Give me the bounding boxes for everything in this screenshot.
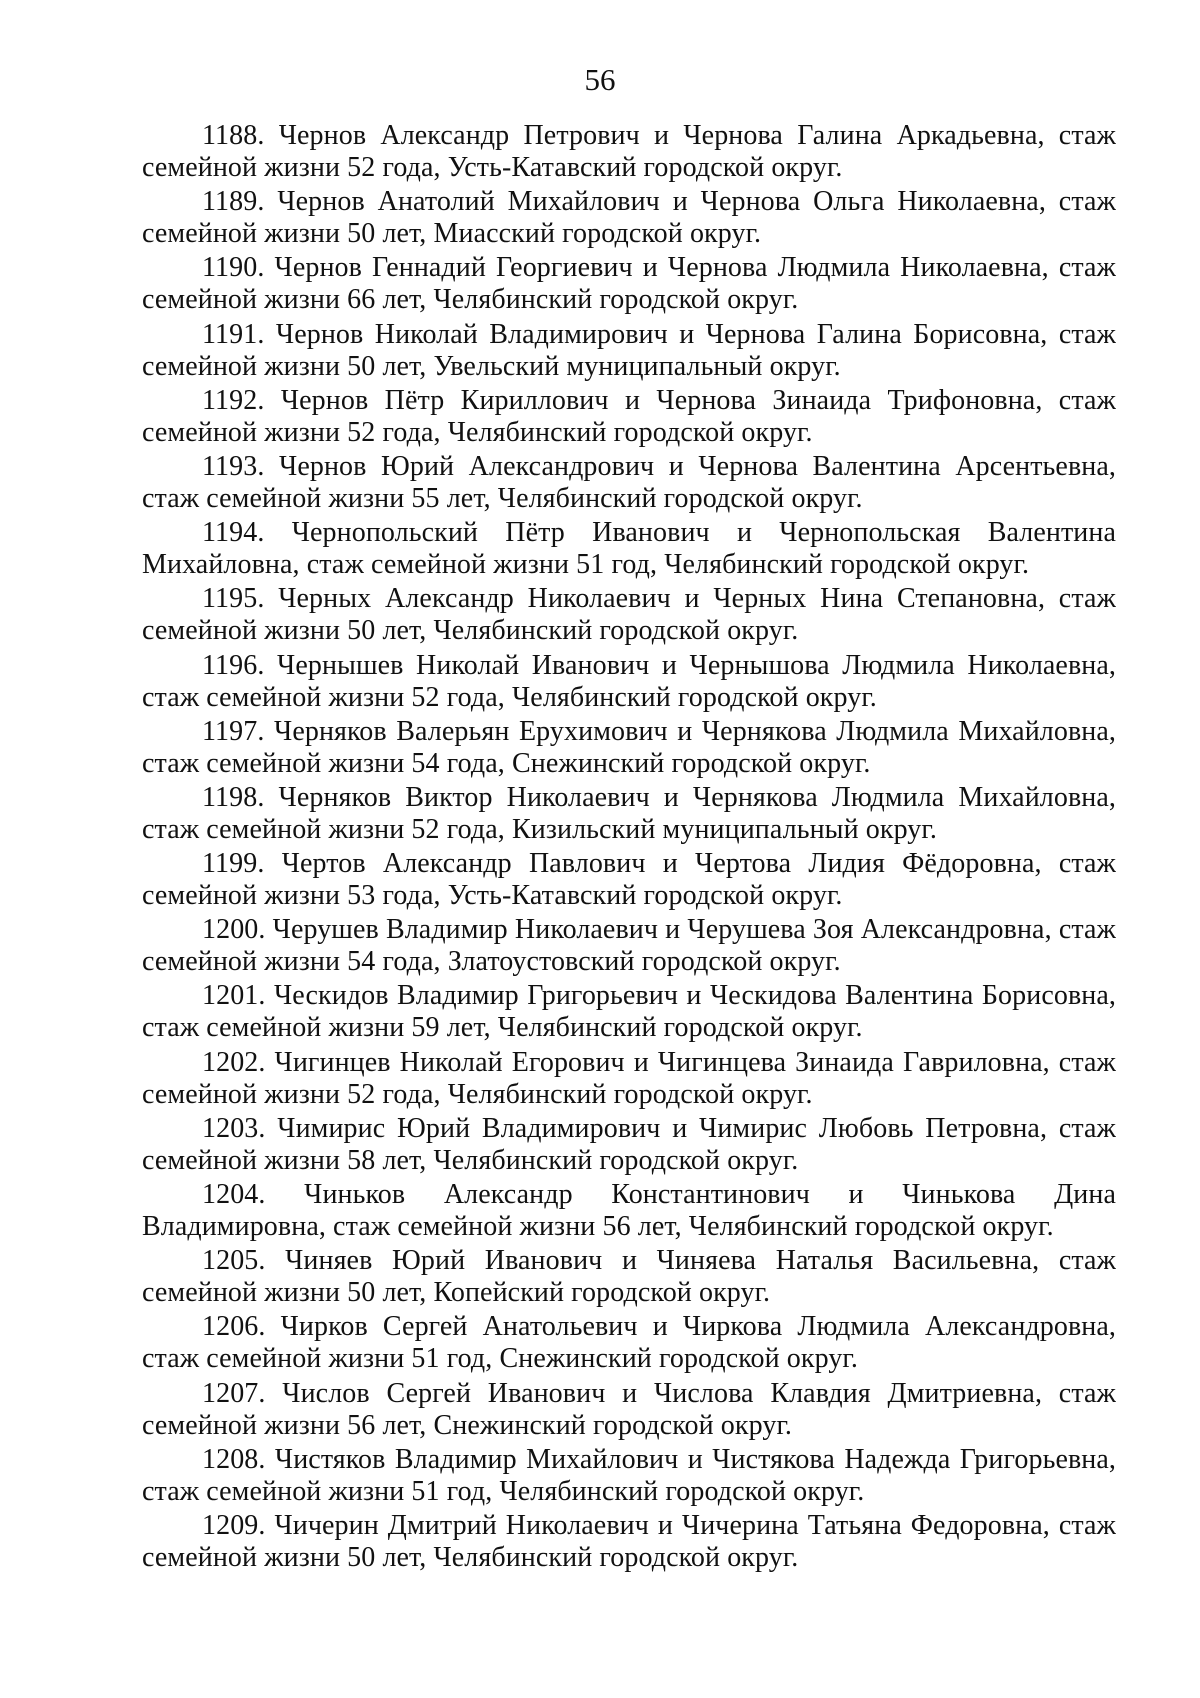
list-item: [142, 980, 1116, 1044]
entry-text: Чернов Анатолий Михайлович и Чернова Ольга Николаевна, стаж семейной жизни 50 лет, Миасский городской округ.: [142, 186, 1116, 250]
entry-number: 1194.: [202, 517, 265, 549]
entry-text: Черняков Валерьян Ерухимович и Чернякова Людмила Михайловна, стаж семейной жизни 54 года, Снежинский городской округ.: [142, 715, 1116, 779]
list-item: [142, 1311, 1116, 1375]
entry-number: 1198.: [202, 781, 265, 813]
entry-number: 1199.: [202, 848, 265, 880]
entry-text: Чиньков Александр Константинович и Чинькова Дина Владимировна, стаж семейной жизни 56 лет, Челябинский городской округ.: [142, 1179, 1116, 1242]
entry-number: 1205.: [202, 1245, 266, 1277]
entry-text: Чичерин Дмитрий Николаевич и Чичерина Татьяна Федоровна, стаж семейной жизни 50 лет, Челябинский городской округ.: [142, 1509, 1117, 1573]
entry-number: 1202.: [202, 1046, 266, 1078]
entry-list: [142, 120, 1116, 1576]
entry-text: Чернов Пётр Кириллович и Чернова Зинаида Трифоновна, стаж семейной жизни 52 года, Челябинский городской округ.: [142, 384, 1116, 448]
list-item: [142, 1113, 1116, 1177]
entry-text: Черушев Владимир Николаевич и Черушева Зоя Александровна, стаж семейной жизни 54 года, Златоустовский городской округ.: [142, 914, 1116, 978]
entry-text: Чирков Сергей Анатольевич и Чиркова Людмила Александровна, стаж семейной жизни 51 год, Снежинский городской округ.: [142, 1311, 1116, 1375]
entry-text: Чернопольский Пётр Иванович и Чернопольская Валентина Михайловна, стаж семейной жизни 51 год, Челябинский городской округ.: [142, 517, 1116, 581]
entry-number: 1189.: [202, 186, 265, 218]
list-item: [142, 252, 1116, 316]
list-item: [142, 1179, 1116, 1243]
list-item: [142, 782, 1116, 846]
list-item: [142, 1378, 1116, 1442]
list-item: [142, 319, 1116, 383]
entry-text: Чернов Геннадий Георгиевич и Чернова Людмила Николаевна, стаж семейной жизни 66 лет, Челябинский городской округ.: [142, 252, 1116, 316]
entry-text: Чигинцев Николай Егорович и Чигинцева Зинаида Гавриловна, стаж семейной жизни 52 года, Челябинский городской округ.: [142, 1046, 1116, 1110]
list-item: [142, 1444, 1116, 1508]
page-number: 56: [584, 62, 616, 97]
entry-number: 1190.: [202, 252, 265, 284]
entry-number: 1196.: [202, 649, 265, 681]
entry-text: Чертов Александр Павлович и Чертова Лидия Фёдоровна, стаж семейной жизни 53 года, Усть-Катавский городской округ.: [142, 848, 1117, 912]
entry-text: Чимирис Юрий Владимирович и Чимирис Любовь Петровна, стаж семейной жизни 58 лет, Челябинский городской округ.: [142, 1112, 1116, 1176]
list-item: [142, 914, 1116, 978]
entry-number: 1204.: [202, 1179, 266, 1210]
entry-number: 1203.: [202, 1112, 266, 1144]
entry-number: 1207.: [202, 1377, 266, 1409]
entry-number: 1195.: [202, 583, 265, 615]
entry-number: 1201.: [202, 980, 266, 1012]
entry-text: Чернов Николай Владимирович и Чернова Галина Борисовна, стаж семейной жизни 50 лет, Увельский муниципальный округ.: [142, 318, 1116, 382]
list-item: [142, 848, 1116, 912]
list-item: [142, 716, 1116, 780]
entry-text: Чистяков Владимир Михайлович и Чистякова Надежда Григорьевна, стаж семейной жизни 51 год, Челябинский городской округ.: [142, 1443, 1117, 1507]
entry-number: 1193.: [202, 450, 265, 482]
entry-text: Чернышев Николай Иванович и Чернышова Людмила Николаевна, стаж семейной жизни 52 года, Челябинский городской округ.: [142, 649, 1116, 713]
list-item: [142, 1245, 1116, 1309]
entry-number: 1191.: [202, 318, 265, 350]
entry-number: 1208.: [202, 1443, 266, 1475]
entry-number: 1209.: [202, 1509, 266, 1541]
list-item: [142, 186, 1116, 250]
list-item: [142, 385, 1116, 449]
entry-text: Черняков Виктор Николаевич и Чернякова Людмила Михайловна, стаж семейной жизни 52 года, Кизильский муниципальный округ.: [142, 781, 1116, 845]
entry-text: Числов Сергей Иванович и Числова Клавдия Дмитриевна, стаж семейной жизни 56 лет, Снежинский городской округ.: [142, 1377, 1116, 1441]
entry-text: Чиняев Юрий Иванович и Чиняева Наталья Васильевна, стаж семейной жизни 50 лет, Копейский городской округ.: [142, 1245, 1116, 1309]
entry-text: Чернов Юрий Александрович и Чернова Валентина Арсентьевна, стаж семейной жизни 55 лет, Челябинский городской округ.: [142, 450, 1116, 514]
list-item: [142, 451, 1116, 515]
entry-text: Чернов Александр Петрович и Чернова Галина Аркадьевна, стаж семейной жизни 52 года, Усть-Катавский городской округ.: [142, 120, 1116, 183]
entry-number: 1197.: [202, 715, 265, 747]
entry-number: 1192.: [202, 384, 265, 416]
list-item: [142, 650, 1116, 714]
list-item: [142, 517, 1116, 581]
entry-number: 1200.: [202, 914, 266, 946]
list-item: [142, 120, 1116, 184]
entry-text: Черных Александр Николаевич и Черных Нина Степановна, стаж семейной жизни 50 лет, Челябинский городской округ.: [142, 583, 1116, 647]
entry-number: 1206.: [202, 1311, 266, 1343]
list-item: [142, 1047, 1116, 1111]
entry-number: 1188.: [202, 120, 265, 151]
entry-text: Ческидов Владимир Григорьевич и Ческидова Валентина Борисовна, стаж семейной жизни 59 лет, Челябинский городской округ.: [142, 980, 1116, 1044]
list-item: [142, 583, 1116, 647]
list-item: [142, 1510, 1116, 1574]
